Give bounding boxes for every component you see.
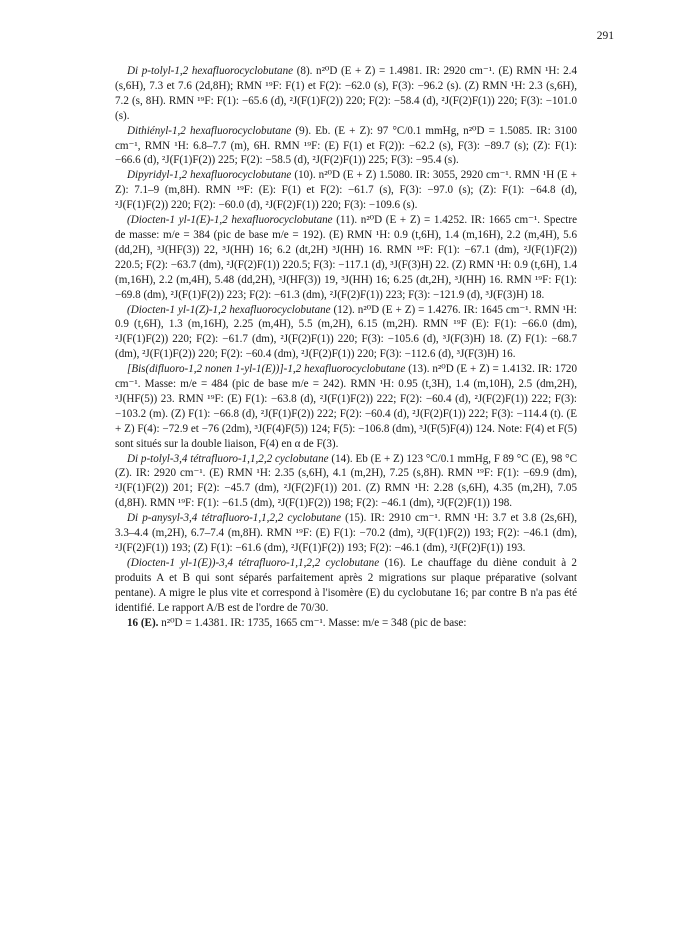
compound-entry-12 xyxy=(115,303,577,363)
compound-name: Dithiényl-1,2 hexafluorocyclobutane xyxy=(127,124,292,137)
experimental-section xyxy=(115,64,577,630)
compound-entry-9 xyxy=(115,124,577,169)
compound-name: [Bis(difluoro-1,2 nonen 1-yl-1(E))]-1,2 hexafluorocyclobutane xyxy=(127,363,406,376)
page-number: 291 xyxy=(596,30,614,42)
compound-entry-15 xyxy=(115,511,577,556)
compound-data: (15). IR: 2910 cm⁻¹. RMN ¹H: 3.7 et 3.8 (2s,6H), 3.3–4.4 (m,2H), 6.7–7.4 (m,8H). RMN ¹⁹F: (E) F(1): −70.2 (dm), ²J(F(1)F(2)) 193; F(2): −46.1 (dm), ²J(F(2)F(1)) 193; (Z) F(1): −61.6 (dm), ²J(F(1)F(2)) 193; F(2): −46.1 (dm), ²J(F(2)F(1)) 193. xyxy=(115,512,577,554)
compound-data: (10). n²⁰D (E + Z) 1.5080. IR: 3055, 2920 cm⁻¹. RMN ¹H (E + Z): 7.1–9 (m,8H). RMN ¹⁹F: (E): F(1) et F(2): −61.7 (s), F(3): −97.0 (s); (Z): F(1): −64.8 (d), ²J(F(1)F(2)) 220; F(2): −60.0 (d), ²J(F(2)F(1)) 220; F(3): −109.6 (s). xyxy=(115,169,577,212)
compound-name: (Diocten-1 yl-1(E))-3,4 tétrafluoro-1,1,2,2 cyclobutane xyxy=(127,556,380,569)
compound-name: (Diocten-1 yl-1(Z)-1,2 hexafluorocyclobutane xyxy=(127,303,331,316)
compound-entry-13 xyxy=(115,362,577,451)
compound-name: Dipyridyl-1,2 hexafluorocyclobutane xyxy=(127,169,292,182)
compound-entry-11 xyxy=(115,213,577,302)
compound-data: (14). Eb (E + Z) 123 °C/0.1 mmHg, F 89 °C (E), 98 °C (Z). IR: 2920 cm⁻¹. (E) RMN ¹H: 2.35 (s,6H), 4.1 (m,2H), 7.25 (s,8H). RMN ¹⁹F: F(1): −69.9 (dm), ²J(F(1)F(2)) 201; F(2): −45.7 (dm), ²J(F(2)F(1)) 201. (Z) RMN ¹H: 2.28 (s,6H), 4.35 (m,2H), 7.05 (d,8H). RMN ¹⁹F: F(1): −61.5 (dm), ²J(F(1)F(2)) 198; F(2): −46.1 (dm), ²J(F(2)F(1)) 198. xyxy=(115,452,577,510)
compound-data: (8). n²⁰D (E + Z) = 1.4981. IR: 2920 cm⁻¹. (E) RMN ¹H: 2.4 (s,6H), 7.3 et 7.6 (2d,8H); RMN ¹⁹F: F(1) et F(2): −62.0 (s), F(3): −96.2 (s). (Z) RMN ¹H: 2.3 (s,6H), 7.2 (s, 8H). RMN ¹⁹F: F(1): −65.6 (d), ²J(F(1)F(2)) 220; F(2): −58.4 (d), ²J(F(2)F(1)) 220; F(3): −101.0 (s). xyxy=(115,65,577,122)
compound-data: n²⁰D = 1.4381. IR: 1735, 1665 cm⁻¹. Masse: m/e = 348 (pic de base: xyxy=(158,616,467,629)
compound-name: (Diocten-1 yl-1(E)-1,2 hexafluorocyclobutane xyxy=(127,214,333,227)
compound-name: Di p-tolyl-1,2 hexafluorocyclobutane xyxy=(127,65,294,77)
compound-entry-8 xyxy=(115,64,577,124)
compound-entry-16 xyxy=(115,556,577,616)
compound-name: Di p-tolyl-3,4 tétrafluoro-1,1,2,2 cyclobutane xyxy=(127,452,329,465)
compound-name: Di p-anysyl-3,4 tétrafluoro-1,1,2,2 cyclobutane xyxy=(127,512,342,525)
compound-data: (16). Le chauffage du diène conduit à 2 produits A et B qui sont séparés parfaitement après 2 migrations sur plaque préparative (solvant pentane). A migre le plus vite et correspond à l'isomère (E) du cyclobutane 16; par contre B n'a pas été identifié. Le rapport A/B est de l'ordre de 70/30. xyxy=(115,556,577,614)
compound-entry-16-e xyxy=(115,616,577,631)
compound-data: (9). Eb. (E + Z): 97 °C/0.1 mmHg, n²⁰D = 1.5085. IR: 3100 cm⁻¹, RMN ¹H: 6.8–7.7 (m), 6H. RMN ¹⁹F: (E) F(1) et F(2)): −62.2 (s), F(3): −89.7 (s); (Z): F(1): −66.6 (d), ²J(F(1)F(2)) 225; F(2): −58.5 (d), ²J(F(2)F(1)) 225; F(3): −95.4 (s). xyxy=(115,124,577,167)
compound-entry-14 xyxy=(115,452,577,512)
compound-data: (11). n²⁰D (E + Z) = 1.4252. IR: 1665 cm⁻¹. Spectre de masse: m/e = 384 (pic de base m/e = 192). (E) RMN ¹H: 0.9 (t,6H), 1.4 (m,16H), 2.2 (m,4H), 5.6 (dd,2H), ³J(HF(3)) 22, ³J(HH) 16; 6.2 (dt,2H) ³J(HH) 16. RMN ¹⁹F: F(1): −67.1 (dm), ²J(F(1)F(2)) 220.5; F(2): −63.7 (dm), ²J(F(2)F(1)) 220.5; F(3): −117.1 (d), ³J(F(3)H) 22. (Z) RMN ¹H: 0.9 (t,6H), 1.4 (m,16H), 2.2 (m,4H), 5.48 (dd,2H), ³J(HF(3)) 19, ³J(HH) 16; 6.25 (dt,2H), ³J(HH) 16. RMN ¹⁹F: F(1): −69.8 (dm), ²J(F(1)F(2)) 223; F(2): −61.3 (dm), ²J(F(2)F(1)) 223; F(3): −121.9 (d), ³J(F(3)H) 18. xyxy=(115,214,577,301)
compound-entry-10 xyxy=(115,168,577,213)
compound-data: (13). n²⁰D (E + Z) = 1.4132. IR: 1720 cm⁻¹. Masse: m/e = 484 (pic de base m/e = 242). RMN ¹H: 0.95 (t,3H), 1.4 (m,10H), 2.5 (dm,2H), ³J(HF(5)) 23. RMN ¹⁹F: (E) F(1): −63.8 (d), ²J(F(1)F(2)) 222; F(2): −60.4 (d), ²J(F(2)F(1)) 222; F(3): −103.2 (m). (Z) F(1): −66.8 (d), ²J(F(1)F(2)) 222; F(2): −60.4 (d), ²J(F(2)F(1)) 222; F(3): −114.4 (t). (E + Z) F(4): −72.9 et −76 (2dm), ³J(F(4)F(5)) 124; F(5): −106.8 (dm), ³J(F(5)F(4)) 124. Note: F(4) et F(5) sont situés sur la double liaison, F(4) en α de F(3). xyxy=(115,363,577,450)
compound-data: (12). n²⁰D (E + Z) = 1.4276. IR: 1645 cm⁻¹. RMN ¹H: 0.9 (t,6H), 1.3 (m,16H), 2.25 (m,4H), 5.5 (m,2H), 6.15 (m,2H). RMN ¹⁹F (E): F(1): −66.0 (dm), ²J(F(1)F(2)) 220; F(2): −61.7 (dm), ²J(F(2)F(1)) 220; F(3): −105.6 (d), ³J(F(3)H) 18. (Z) F(1): −68.7 (dm), ²J(F(1)F(2)) 220; F(2): −60.4 (dm), ²J(F(2)F(1)) 220; F(3): −112.6 (d), ³J(F(3)H) 16. xyxy=(115,303,578,361)
compound-label: 16 (E). xyxy=(127,616,159,629)
